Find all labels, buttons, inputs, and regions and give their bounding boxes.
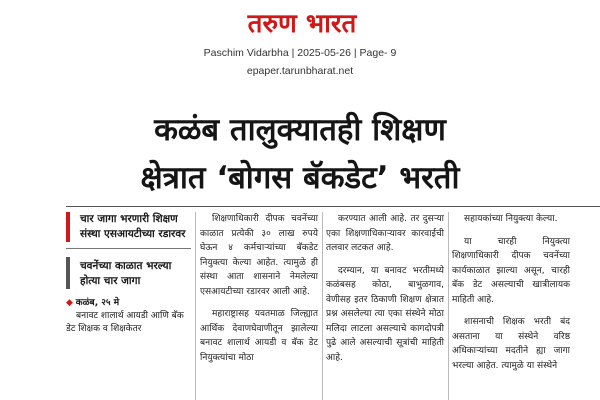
dateline <box>66 297 191 310</box>
paragraph: दरम्यान, या बनावट भरतीमध्ये कळंबसह कोठा, बाभुळगाव, वेणीसह इतर ठिकाणी शिक्षण क्षेत्रात प्रश्न असलेल्या त्या एका संस्थेने मोठा मलिदा लाटला असल्याचे कागदोपत्री पुढे आले असल्याची सूत्रांची माहिती आहे. <box>326 265 444 363</box>
divider <box>66 248 191 249</box>
headline-line-1: कळंब तालुक्यातही शिक्षण <box>154 112 446 148</box>
column-divider <box>195 212 196 400</box>
bullet-icon: ◆ <box>66 298 73 308</box>
column-divider <box>448 212 449 400</box>
deck-secondary: चवनेंच्या काळात भरल्या होत्या चार जागा <box>66 257 191 289</box>
dateline-place: कळंब, २५ मे <box>75 298 120 308</box>
paragraph: या चारही नियुक्त्या शिक्षणाधिकारी दीपक चवनेंच्या कार्यकाळात झाल्या असून, चारही बॅक डेट असल्याची खात्रीलायक माहिती आहे. <box>452 236 570 305</box>
deck-primary: चार जागा भरणारी शिक्षण संस्था एसआयटीच्या रडारवर <box>66 212 191 242</box>
sidebar-body: बनावट शालार्थ आयडी आणि बॅक डेट शिक्षक व शिक्षकेतर <box>66 311 184 334</box>
paragraph: शासनाची शिक्षक भरती बंद असताना या संस्थेने वरिष्ठ अधिकाऱ्यांच्या मदतीने ह्या जागा भरल्या आहेत. त्यामुळे या संस्थेने <box>452 317 570 371</box>
masthead <box>0 0 600 92</box>
headline-line-2: क्षेत्रात ‘बोगस बॅकडेट’ भरती <box>140 160 460 196</box>
divider <box>66 206 600 207</box>
headline <box>40 106 560 202</box>
logo-text: तरुण भारत <box>247 9 357 39</box>
article-column-3 <box>452 212 570 381</box>
epaper-url: epaper.tarunbharat.net <box>246 65 354 77</box>
column-divider <box>322 212 323 400</box>
edition-meta: Paschim Vidarbha | 2025-05-26 | Page- 9 <box>203 47 397 59</box>
newspaper-logo <box>232 4 372 44</box>
paragraph: शिक्षणाधिकारी दीपक चवनेंच्या काळात प्रत्येकी ३० लाख रुपये घेऊन ४ कर्मचाऱ्यांच्या बॅकडेट नियुक्त्या केल्या आहेत. त्यामुळे ही संस्था आता शासनाने नेमलेल्या एसआयटीच्या रडारवर आली आहे. <box>200 214 318 297</box>
article-column-1 <box>200 212 318 373</box>
paragraph: महाराष्ट्रासह यवतमाळ जिल्ह्यात आर्थिक देवाणघेवाणीतून झालेल्या बनावट शालार्थ आयडी व बॅक डेट नियुक्त्यांचा मोठा <box>200 309 318 363</box>
article-column-2 <box>326 212 444 373</box>
paragraph: करण्यात आली आहे. तर दुसऱ्या एका शिक्षणाधिकाऱ्यावर कारवाईची तलवार लटकत आहे. <box>326 214 444 253</box>
paragraph: सहायकांच्या नियुक्त्या केल्या. <box>464 214 558 224</box>
sidebar-decks <box>66 212 191 336</box>
